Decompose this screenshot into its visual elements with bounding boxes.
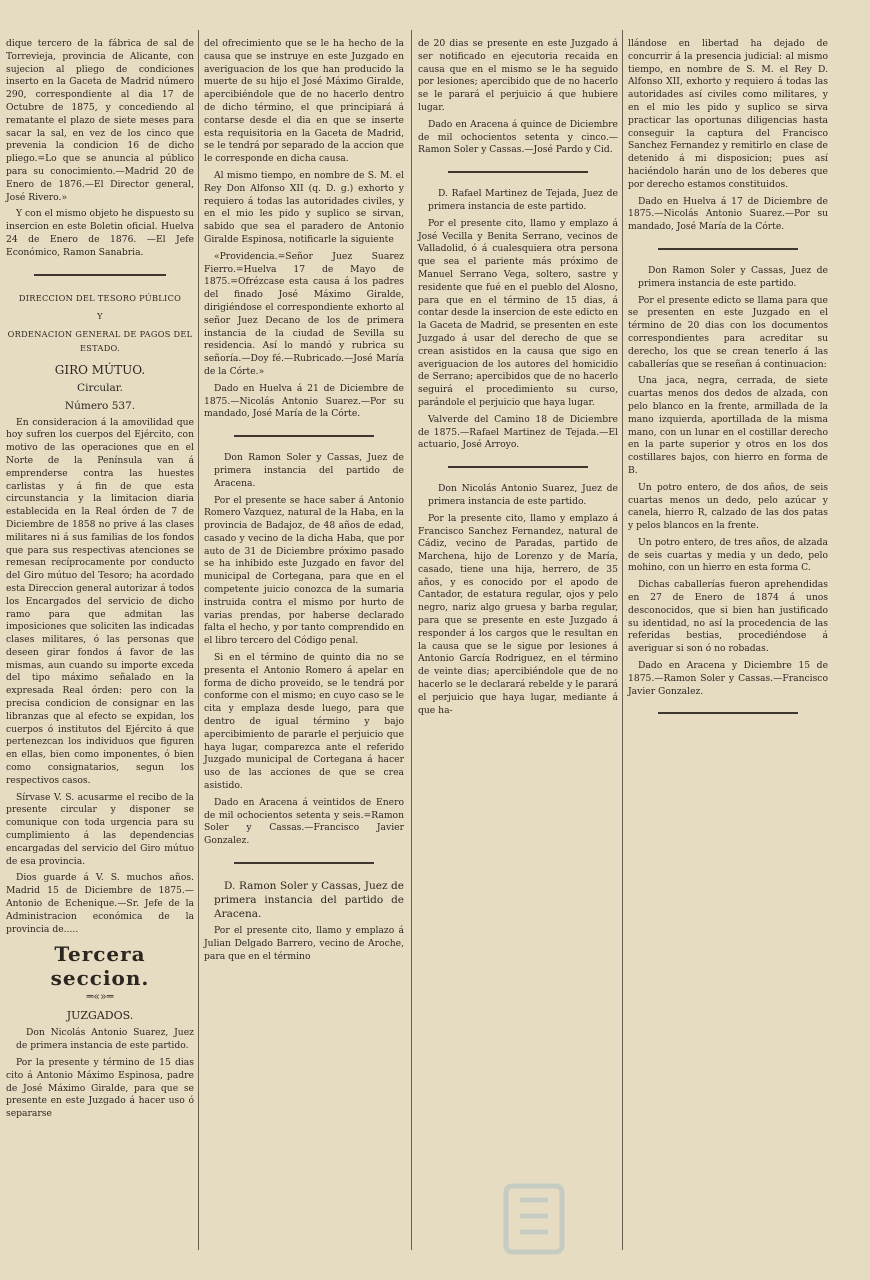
paragraph: Por el presente cito, llamo y emplazo á Julian Delgado Barrero, vecino de Aroche, para que en el término (204, 925, 404, 962)
column-rule (622, 30, 623, 1250)
column-3 (418, 0, 618, 721)
paragraph: Dios guarde á V. S. muchos años. Madrid 15 de Diciembre de 1875.—Antonio de Echenique.—Sr. Jefe de la Administracion económica de la provincia de..... (6, 872, 194, 935)
edict-heading: D. Ramon Soler y Cassas, Juez de primera instancia del partido de Aracena. (214, 880, 404, 921)
paragraph: «Providencia.=Señor Juez Suarez Fierro.=Huelva 17 de Mayo de 1875.=Ofrézcase esta causa á los padres del finado José Máximo Giralde, dirigiéndose el correspondiente exhorto al señor Juez Decano de los de primera instancia de la ciudad de Sevilla su residencia. Así lo mandó y rubrica su señoría.—Doy fé.—Rubricado.—José María de la Córte.» (204, 250, 404, 377)
document-number: Número 537. (64, 399, 136, 412)
paragraph: Una jaca, negra, cerrada, de siete cuartas menos dos dedos de alzada, con pelo blanco en la frente, armillada de la mano izquierda, aportillada de la misma mano, con un lunar en el costillar derecho en la parte superior y otros en los dos costillares bajos, con hierro en forma de B. (628, 375, 828, 476)
paragraph: Dado en Aracena á veintidos de Enero de mil ochocientos setenta y seis.=Ramon Soler y Cassas.—Francisco Javier Gonzalez. (204, 796, 404, 847)
paragraph: Dado en Aracena á quince de Diciembre de mil ochocientos setenta y cinco.—Ramon Soler y Cassas.—José Pardo y Cid. (418, 118, 618, 156)
paragraph: llándose en libertad ha dejado de concurrir á la presencia judicial: al mismo tiempo, en nombre de S. M. el Rey D. Alfonso XII, exhorto y requiero á todas las autoridades así civiles como militares, y en el mio les pido y suplico se sirva practicar las oportunas diligencias hasta conseguir la captura del Francisco Sanchez Fernandez y remitirlo en clase de detenido á mi disposicion; pues así haciéndolo harán uno de los deberes que por derecho estamos constituidos. (628, 38, 828, 190)
paragraph: Dado en Huelva á 17 de Diciembre de 1875.—Nicolás Antonio Suarez.—Por su mandado, José María de la Córte. (628, 195, 828, 233)
paragraph: Por la presente cito, llamo y emplazo á Francisco Sanchez Fernandez, natural de Cádiz, vecino de Paradas, partido de Marchena, hijo de Lorenzo y de María, casado, tiene una hija, herrero, de 35 años, y es conocido por el apodo de Cantador, de estatura regular, ojos y pelo negro, nariz algo gruesa y barba regular, para que se presente en este Juzgado á responder á los cargos que le resultan en la causa que se le sigue por lesiones á Antonio García Rodriguez, en el término de veinte dias; apercibiéndole que de no hacerlo se le declarará rebelde y le parará el perjuicio que haya lugar, mediante á que ha- (418, 512, 618, 716)
divider (204, 435, 404, 438)
department-heading: ORDENACION GENERAL DE PAGOS DEL ESTADO. (7, 328, 193, 353)
subsection-heading: JUZGADOS. (66, 1009, 134, 1023)
section-heading: GIRO MÚTUO. (54, 362, 146, 377)
paragraph: Un potro entero, de dos años, de seis cuartas menos un dedo, pelo azúcar y canela, hierro R, calzado de las dos patas y pelos blancos en la frente. (628, 481, 828, 532)
edict-heading: D. Rafael Martinez de Tejada, Juez de primera instancia de este partido. (428, 188, 618, 212)
paragraph: Si en el término de quinto dia no se presenta el Antonio Romero á apelar en forma de dicho proveido, se le tendrá por conforme con el mismo; en cuyo caso se le cita y emplaza desde luego, para que dentro de igual término y bajo apercibimiento de pararle el perjuicio que haya lugar, comparezca ante el referido Juzgado municipal de Cortegana á hacer uso de las acciones de que se crea asistido. (204, 652, 404, 792)
paragraph: Valverde del Camino 18 de Diciembre de 1875.—Rafael Martinez de Tejada.—El actuario, José Arroyo. (418, 413, 618, 451)
divider (204, 862, 404, 865)
paragraph: Sírvase V. S. acusarme el recibo de la presente circular y disponer se comunique con toda urgencia para su cumplimiento á las dependencias encargadas del servicio del Giro mútuo de esa provincia. (6, 791, 194, 867)
divider (418, 466, 618, 469)
paragraph: del ofrecimiento que se le ha hecho de la causa que se instruye en este Juzgado en averiguacion de los que han producido la muerte de su hijo el José Máximo Giralde, apercibiéndole que de no hacerlo dentro de dicho término, el que principiará á contarse desde el dia en que se inserte esta requisitoria en la Gaceta de Madrid, se le tendrá por separado de la accion que le corresponde en dicha causa. (204, 38, 404, 165)
paragraph: Dado en Huelva á 21 de Diciembre de 1875.—Nicolás Antonio Suarez.—Por su mandado, José María de la Córte. (204, 382, 404, 420)
paragraph: Dichas caballerías fueron aprehendidas en 27 de Enero de 1874 á unos desconocidos, que si bien han justificado su identidad, no así la procedencia de las referidas bestias, procediéndose á averiguar si son ó no robadas. (628, 579, 828, 655)
column-4 (628, 0, 828, 729)
column-rule (198, 30, 199, 1250)
divider (6, 274, 194, 277)
section-title: Tercera seccion. (50, 942, 150, 991)
document-type: Circular. (77, 381, 123, 394)
divider (628, 248, 828, 251)
edict-heading: Don Ramon Soler y Cassas, Juez de primera instancia del partido de Aracena. (214, 452, 404, 489)
paragraph: dique tercero de la fábrica de sal de Torrevieja, provincia de Alicante, con sujecion al pliego de condiciones inserto en la Gaceta de Madrid número 290, correspondiente al dia 17 de Octubre de 1875, y concediendo al rematante el plazo de siete meses para sacar la sal, en vez de los cinco que prevenia la condicion 16 de dicho pliego.=Lo que se anuncia al público para su conocimiento.—Madrid 20 de Enero de 1876.—El Director general, José Rivero.» (6, 38, 194, 203)
column-2 (204, 0, 404, 967)
ornament: ═«»═ (86, 990, 114, 1004)
paragraph: Al mismo tiempo, en nombre de S. M. el Rey Don Alfonso XII (q. D. g.) exhorto y requiero á todas las autoridades civiles, y en el mio les pido y suplico se sirvan, sabido que sea el paradero de Antonio Giralde Espinosa, notificarle la siguiente (204, 169, 404, 245)
paragraph: Por el presente se hace saber á Antonio Romero Vazquez, natural de la Haba, en la provincia de Badajoz, de 48 años de edad, casado y vecino de la dicha Haba, que por auto de 31 de Diciembre próximo pasado se ha inhibido este Juzgado en favor del municipal de Cortegana, para que en el competente juicio conozca de la sumaria instruida contra el mismo por hurto de varias prendas, por haberse declarado falta el hecho, y por tanto comprendido en el libro tercero del Código penal. (204, 494, 404, 647)
paragraph: Por la presente y término de 15 dias cito á Antonio Máximo Espinosa, padre de José Máximo Giralde, para que se presente en este Juzgado á hacer uso ó separarse (6, 1057, 194, 1120)
divider (628, 712, 828, 715)
paragraph: Y con el mismo objeto he dispuesto su insercion en este Boletin oficial. Huelva 24 de Enero de 1876. —El Jefe Económico, Ramon Sanabria. (6, 208, 194, 258)
edict-heading: Don Nicolás Antonio Suarez, Juez de primera instancia de este partido. (428, 483, 618, 507)
paragraph: Dado en Aracena y Diciembre 15 de 1875.—Ramon Soler y Cassas.—Francisco Javier Gonzalez. (628, 660, 828, 697)
paragraph: Un potro entero, de tres años, de alzada de seis cuartas y media y un dedo, pelo mohino, con un hierro en esta forma C. (628, 536, 828, 574)
column-rule (411, 30, 412, 1250)
paragraph: Por el presente cito, llamo y emplazo á José Vecilla y Benita Serrano, vecinos de Valladolid, ó á cualesquiera otra persona que sea el pariente más próximo de Manuel Serrano Vega, soltero, sastre y residente que fué en el pueblo del Alosno, para que en el término de 15 dias, á contar desde la insercion de este edicto en la Gaceta de Madrid, se presenten en este Juzgado á usar del derecho de que se crean asistidos en la causa que sigo en averiguacion de los autores del homicidio de Serrano; apercibidos que de no hacerlo seguirá el procedimiento su curso, parándole el perjuicio que haya lugar. (418, 217, 618, 408)
paragraph: Por el presente edicto se llama para que se presenten en este Juzgado en el término de 20 dias con los documentos correspondientes para acreditar su derecho, los que se crean tenerlo á las caballerías que se reseñan á continuacion: (628, 294, 828, 370)
column-1 (6, 0, 194, 1125)
divider (418, 171, 618, 174)
paragraph: de 20 dias se presente en este Juzgado á ser notificado en ejecutoria recaida en causa que en el mismo se le ha seguido por lesiones; apercibido que de no hacerlo se le parará el perjuicio á que hubiere lugar. (418, 38, 618, 113)
paragraph: En consideracion á la amovilidad que hoy sufren los cuerpos del Ejército, con motivo de las operaciones que en el Norte de la Península van á emprenderse contra las huestes carlistas y á fin de que esta circunstancia y la limitacion diaria establecida en la Real órden de 7 de Diciembre de 1858 no prive á las clases militares ni á sus familias de los fondos que para sus respectivas atenciones se remesan recíprocamente por conducto del Giro mútuo del Tesoro; ha acordado esta Direccion general autorizar á todos los Encargados del servicio de dicho ramo para que admitan las imposiciones que soliciten las indicadas clases militares, ó las personas que deseen girar fondos á favor de las mismas, aun cuando su importe exceda del tipo máximo señalado en la expresada Real órden: pero con la precisa condicion de consignar en las libranzas que al efecto se expidan, los cuerpos ó institutos del Ejército á que pertenezcan los individuos que figuren en ellas, bien como imponentes, ó bien como consignatarios, segun los respectivos casos. (6, 416, 194, 786)
department-heading: DIRECCION DEL TESORO PÚBLICO (18, 292, 182, 303)
library-watermark-icon (502, 1180, 832, 1260)
conjunction: Y (97, 310, 103, 321)
edict-heading: Don Nicolás Antonio Suarez, Juez de primera instancia de este partido. (16, 1027, 194, 1052)
edict-heading: Don Ramon Soler y Cassas, Juez de primera instancia de este partido. (638, 264, 828, 289)
